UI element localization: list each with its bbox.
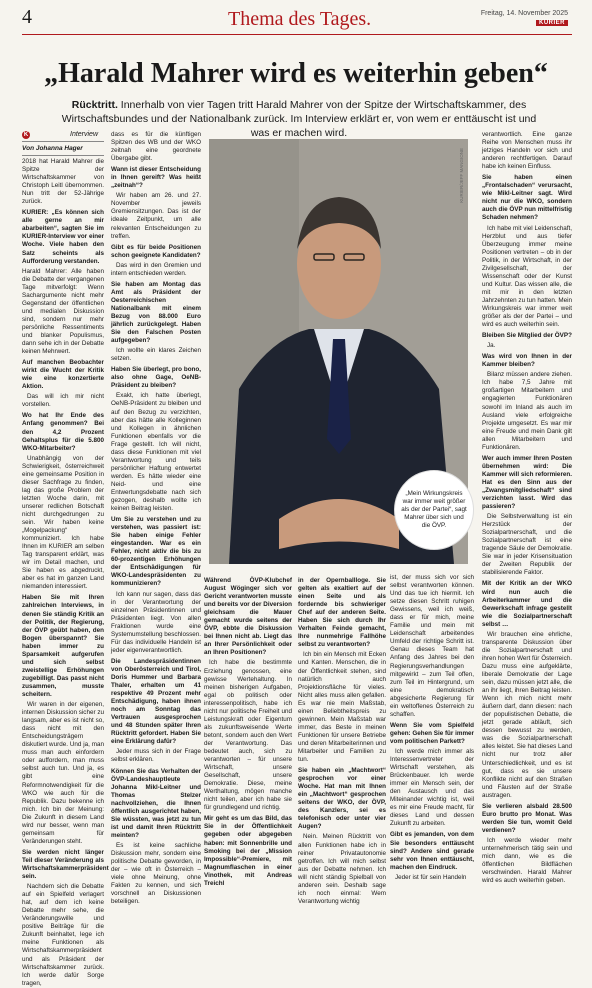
body-paragraph: Ich habe mit viel Leidenschaft, Herzblut und aus tiefer Überzeugung immer meine Positionen vertreten – ob in der Politik, in der Wirtschaft, in der Zivilgesellschaft, der Wissenschaft oder der Kunst und Kultur. Das wissen alle, die mit mir in den letzten Jahrzehnten zu tun hatten. Mein Wirkungskreis war immer weit größer als der der Partei – und wird es auch weiterhin sein. xyxy=(482,224,572,329)
interview-question: Was wird von Ihnen in der Kammer bleiben? xyxy=(482,353,572,369)
body-paragraph: Ich wollte ein klares Zeichen setzen. xyxy=(111,347,201,363)
body-paragraph: Ich bin ein Mensch mit Ecken und Kanten. Menschen, die in der Öffentlichkeit stehen, sind natürlich auch Projektionsfläche für vieles. Nicht alles muss allen gefallen. Es war nie mein Maßstab, einen Beliebtheitspreis zu gewinnen. Mein Maßstab war immer, das Beste in meinen Funktionen für unsere Betriebe und deren Mitarbeiterinnen und Mitarbeiter und Familien zu tun. xyxy=(298,651,386,764)
text-column-5 xyxy=(390,574,474,881)
headline: „Harald Mahrer wird es weiterhin geben“ xyxy=(44,58,548,89)
interview-question: Bleiben Sie Mitglied der ÖVP? xyxy=(482,332,572,340)
interview-question: Gibt es für beide Positionen schon geeignete Kandidaten? xyxy=(111,243,201,259)
interview-question: Wo hat Ihr Ende des Anfang genommen? Bei den 4,2 Prozent Gehaltsplus für die 5.800 WKO-Mitarbeiter? xyxy=(22,412,104,452)
body-paragraph: Ich werde wieder mehr unternehmerisch tätig sein und mich dann, wie es die öffentlichen Bildflächen verschwinden. Harald Mahrer wird es auch weiterhin geben. xyxy=(482,836,572,885)
interview-question: Auf manchen Beobachter wirkt die Wucht der Kritik wie eine konzertierte Aktion. xyxy=(22,359,104,391)
lead-text: Innerhalb von vier Tagen tritt Harald Mahrer von der Spitze der Wirtschaftskammer, des Wirtschaftsbundes und der Nationalbank zurück. Im Interview erklärt er, von wem er enttäuscht ist und was er machen wird. xyxy=(61,99,537,139)
interview-question: Haben Sie überlegt, pro bono, also ohne Gage, OeNB-Präsident zu bleiben? xyxy=(111,366,201,390)
interview-question: Die Landespräsidentinnen von Oberösterreich und Tirol, Doris Hummer und Barbara Thaler, erhalten um 41 respektive 49 Prozent mehr Entschädigung, haben ihnen noch am Sonntag das Vertrauen ausgesprochen und 48 Stunden später Ihren Rücktritt gefordert. Haben Sie eine Erklärung dafür? xyxy=(111,657,201,746)
kicker-label: Interview xyxy=(70,131,99,138)
body-paragraph: ist, der muss sich vor sich selbst verantworten können. Und das tue ich hiermit. Ich setze diesen Schritt ruhigen Gewissens, weil ich weiß, dass er für mich, meine Familie und mein mit Leidenschaft arbeitendes Umfeld der richtige Schritt ist. Genau dieses Team hat Anfang des Jahres bei den Regierungsverhandlungen mitgewirkt – zum Teil offen, zum Teil im Hintergrund, um eine demokratisch abgesicherte Regierung für ein weltoffenes Österreich zu schaffen. xyxy=(390,574,474,718)
interview-question: Während ÖVP-Klubchef August Wöginger sich vor Gericht verantworten musste und bereits vor der Diversion gleichsam die Mauer gemacht wurde seitens der ÖVP, ebbte die Diskussion bei Ihnen nicht ab. Liegt das an Ihrer Persönlichkeit oder an Ihren Positionen? xyxy=(204,577,292,657)
body-paragraph: Es ist keine sachliche Diskussion mehr, sondern eine politische Debatte geworden, in der – wie oft in Österreich – viele ohne Meinung, ohne Fakten zu kennen, und sich vorschnell an Diskussionen beteiligen. xyxy=(111,841,201,906)
body-paragraph: Nein. Meinen Rücktritt von allen Funktionen habe ich in reiner Privatautonomie getroffen. Ich will mich selbst aus der Debatte nehmen. Ich will nicht ständig Spielball von anderen sein. Deshalb sage ich noch einmal: Wem Verantwortung wichtig xyxy=(298,833,386,905)
body-paragraph: Harald Mahrer: Alle haben die Debatte der vergangenen Tage mitverfolgt: Wenn Sachargumente nicht mehr Gegenstand der öffentlichen und medialen Diskussion sind, sondern nur mehr persönliche Ressentiments und blanker Populismus, dann sehe ich in der Debatte keinen Mehrwert. xyxy=(22,267,104,356)
interview-question: Mit der Kritik an der WKO wird nun auch die Arbeiterkammer und die Gewerkschaft infrage gestellt wie die Sozialpartnerschaft selbst … xyxy=(482,580,572,628)
issue-date: Freitag, 14. November 2025 xyxy=(480,10,568,17)
interview-question: Können Sie das Verhalten der ÖVP-Landeshauptleute Johanna Mikl-Leitner und Thomas Stelzer nachvollziehen, die Ihnen öffentlich ausgerichtet haben, Sie wüssten, was jetzt zu tun ist und damit Ihren Rücktritt meinten? xyxy=(111,767,201,839)
interview-question: Sie werden nicht länger Teil dieser Veränderung als Wirtschaftskammerpräsident sein. xyxy=(22,848,109,881)
text-column-1 xyxy=(22,158,109,987)
divider xyxy=(22,155,104,156)
body-paragraph: Unabhängig von der Schwierigkeit, österreichweit eine gemeinsame Position in dieser Sachfrage zu finden, lag das große Problem der letzten Woche darin, mit unserer redlichen Botschaft nicht durchgedrungen zu sein. Wir haben keine „Mogelpackung“ kommuniziert. Ich habe Ihnen im KURIER am selben Tag transparent erklärt, was wir im Detail machen, und Sie haben es abgedruckt, aber es hat im ganzen Land niemanden interessiert. xyxy=(22,454,104,591)
kurier-k-icon: K xyxy=(23,132,29,138)
text-column-6 xyxy=(482,131,572,885)
body-paragraph: 2018 hat Harald Mahrer die Spitze der Wirtschaftskammer von Christoph Leitl übernommen. Nun tritt der 52-Jährige zurück. xyxy=(22,158,104,206)
interview-question: Wann ist dieser Entscheidung in Ihnen gereift? Was heißt „zeitnah“? xyxy=(111,166,201,190)
body-paragraph: Wir haben am 26. und 27. November jeweils Gremiensitzungen. Das ist der ideale Zeitpunkt, um alle relevanten Entscheidungen zu treffen. xyxy=(111,192,201,240)
author-line: Von Johanna Hager xyxy=(22,145,83,152)
header-rule xyxy=(22,34,572,35)
interview-question: Haben Sie mit Ihren zahlreichen Interviews, in denen Sie ständig Kritik an der Politik, der Regierung, der ÖVP geübt haben, den Bogen überspannt? Sie haben immer zu Sparsamkeit aufgerufen und sich selbst zweistellige Erhöhungen zugebilligt. Das passt nicht zusammen, musste scheitern. xyxy=(22,594,104,698)
page-header xyxy=(0,0,592,34)
body-paragraph: Ich werde mich immer als Interessenvertreter der Wirtschaft verstehen, als Brückenbauer. Ich werde immer ein Mensch sein, der den Austausch und das Miteinander wichtig ist, weil es mir eine Freude macht, für dieses Land und dessen Zukunft zu arbeiten. xyxy=(390,747,474,828)
brand-logo: KURIER xyxy=(536,20,568,26)
lead-kicker: Rücktritt. xyxy=(71,99,118,111)
interview-question: Sie haben einen „Frontalschaden“ verursacht, wie Mikl-Leitner sagt. Wird nicht nur die WKO, sondern auch die ÖVP nun mittelfristig Schaden nehmen? xyxy=(482,174,572,222)
text-column-3 xyxy=(204,574,292,887)
body-paragraph: Ja. xyxy=(487,342,496,350)
body-paragraph: Jeder muss sich in der Frage selbst erklären. xyxy=(111,748,201,764)
body-paragraph: Bilanz müssen andere ziehen. Ich habe 7,5 Jahre mit großartigen Mitarbeitern und engagierten Funktionären sowohl im Inland als auch im Ausland viele erfolgreiche Projekte umgesetzt. Es war mir eine Freude und mein Dank gilt allen Mitarbeitern und Funktionären. xyxy=(482,371,572,451)
interview-question: Wenn Sie vom Spielfeld gehen: Gehen Sie für immer vom politischen Parkett? xyxy=(390,721,474,745)
body-paragraph: Wir brauchen eine ehrliche, transparente Diskussion über die Sozialpartnerschaft und ihren hohen Wert für Österreich. Dazu muss eine aufgeklärte, liberale Demokratie der Lage sein, dazu müssen jetzt alle, die an ihr liegt, ihren Beitrag leisten. Wenn ich mich nicht mehr äußern darf, dann diesen: nach der populistischen Debatte, die jetzt gerade abläuft, sich dessen bewusst zu werden, was die Sozialpartnerschaft alles leistet. Sie hat dieses Land nicht nur trotz aller Unterschiedlichkeit, und es ist gut, dass es sie unsere Konflikte nicht auf den Straßen und Fäusten auf der Straße austragen. xyxy=(482,630,572,799)
body-paragraph: Nachdem sich die Debatte auf ein Spielfeld verlagert hat, auf dem ich keine Debatte mehr sehe, die Veränderungswille und positive Beiträge für die Zukunft beinhaltet, lege ich meine Funktionen als Wirtschaftskammerpräsident und als Präsident der Wirtschaftskammer zurück. Ich werde dafür Sorge tragen, xyxy=(22,883,104,987)
interview-question: Um Sie zu verstehen und zu verstehen, was passiert ist: Sie haben einige Fehler eingestanden. War es ein Fehler, nicht aktiv die bis zu 60-prozentigen Erhöhungen der Entschädigungen für WKO-Landespräsidenten zu kommunizieren? xyxy=(111,516,201,588)
photo-caption: „Mein Wirkungskreis war immer weit größer als der der Partei“, sagt Mahrer über sich und die ÖVP. xyxy=(394,470,474,550)
divider xyxy=(22,141,104,142)
body-paragraph: dass es für die künftigen Spitzen des WB und der WKO zeitnah eine geordnete Übergabe gibt. xyxy=(111,131,201,163)
interview-question: Wer auch immer Ihren Posten übernehmen wird: Die Kammer will sich reformieren. Hat es den Sinn aus der „Zwangsmitgliedschaft“ sind verzichten lasst. Wird das passieren? xyxy=(482,454,572,511)
body-paragraph: Exakt, ich hatte überlegt, OeNB-Präsident zu bleiben und auf den Bezug zu verzichten, aber das hätte alle Kolleginnen und Kollegen in ähnlichen Funktionen ebenfalls vor die Frage gestellt. Ich will nicht, dass diese Funktionen mit viel Verantwortung und teils persönlicher Haftung entwertet werden. Es hätte wieder eine Neid- und eine Entwertungsdebatte nach sich gezogen, deshalb wollte ich keinen Beitrag leisten. xyxy=(111,392,201,513)
body-paragraph: Wir waren in der eigenen, internen Diskussion sicher zu langsam, aber es ist nicht so, dass nicht mit den Entscheidungsträgern diskutiert wurde. Und ja, man muss man auch einfordern oder auffordern, man muss selbst auch tun. Und ja, es gibt eine Reformnotwendigkeit für die WKO wie auch für die Republik. Dazu bekenne ich mich. Ich bin der Meinung: Die Zukunft in diesem Land wird nur besser, wenn man gemeinsam für Veränderungen steht. xyxy=(22,701,104,845)
body-paragraph: Jeder ist für sein Handeln xyxy=(395,873,467,881)
interview-question: Sie haben ein „Machtwort“ gesprochen vor einer Woche. Hat man mit Ihnen ein „Machtwort“ gesprochen seitens der WKO, der ÖVP, des Kanzlers, sei es telefonisch oder unter vier Augen? xyxy=(298,767,386,831)
text-column-2 xyxy=(111,131,201,906)
body-paragraph: Das will ich mir nicht vorstellen. xyxy=(22,393,104,409)
interview-question: in der Opernballloge. Sie gelten als exaltiert auf der einen Seite und als fordernde bis schwieriger Chef auf der anderen Seite. Haben Sie sich durch Ihr Verhalten Feinde gemacht, Ihre nunmehrige Fallhöhe selbst zu verantworten? xyxy=(298,577,386,649)
body-paragraph: Ich kann nur sagen, dass das in der Verantwortung der einzelnen Präsidentinnen und Präsidenten liegt. Von allen Fraktionen wurde eine Systemumstellung beschlossen. Für das individuelle Handeln ist jeder eigenverantwortlich. xyxy=(111,590,201,654)
interview-question: KURIER: „Es können sich alle gerne an mir abarbeiten“, sagten Sie im KURIER-Interview vor einer Woche. Viele haben den Satz scheints als Aufforderung verstanden. xyxy=(22,209,104,265)
body-paragraph: verantwortlich. Eine ganze Reihe von Menschen muss ihr jetziges Handeln vor sich und anderen rechtfertigen. Darauf habe ich keinen Einfluss. xyxy=(482,131,572,171)
interview-question: Mir geht es um das Bild, das Sie in der Öffentlichkeit gegeben oder abgegeben haben: mit Sonnenbrille und Smoking bei der „Mission Impossible“-Premiere, mit Magnumflaschen in einer Vinothek, mit Andreas Treichl xyxy=(204,815,292,887)
body-paragraph: Ich habe die bestimmte Erziehung genossen, eine gewisse Wertehaltung. In meinen bisherigen Aufgaben, egal ob politisch oder interessenpolitisch, habe ich nicht nur politische Freiheit und Leistungskraft oder Eigentum als zukunftsweisende Werte betont, sondern auch den Wert der Verantwortung. Das bedeutet auch, sich zu verantworten – für unsere Wirtschaft, unsere Gesellschaft, unsere Demokratie. Diese, meine Werthaltung, mögen manche nicht teilen, aber ich habe sie für grundlegend und richtig. xyxy=(204,659,292,812)
interview-question: Gibt es jemanden, von dem Sie besonders enttäuscht sind? Andere sind gerade sehr von Ihnen enttäuscht, machen den Eindruck. xyxy=(390,831,474,871)
photo-credit: KURIER/JEFF MANGIONE xyxy=(459,148,464,203)
page-number: 4 xyxy=(22,6,32,28)
body-paragraph: Die Selbstverwaltung ist ein Herzstück der Sozialpartnerschaft, und die Sozialpartnerschaft ist eine tragende Säule der Demokratie. Sie war in jeder Krisensituation der Zweiten Republik der stabilisierende Faktor. xyxy=(482,513,572,577)
section-title: Thema des Tages. xyxy=(228,8,372,30)
interview-question: Sie verlieren alsbald 28.500 Euro brutto pro Monat. Was werden Sie tun, womit Geld verdienen? xyxy=(482,802,572,834)
interview-question: Sie haben am Montag das Amt als Präsident der Oesterreichischen Nationalbank mit einem Bezug von 88.000 Euro jährlich zurückgelegt. Haben Sie den Falschen Posten aufgegeben? xyxy=(111,280,201,345)
text-column-4 xyxy=(298,574,386,905)
body-paragraph: Das wird in den Gremien und intern entschieden werden. xyxy=(111,261,201,277)
